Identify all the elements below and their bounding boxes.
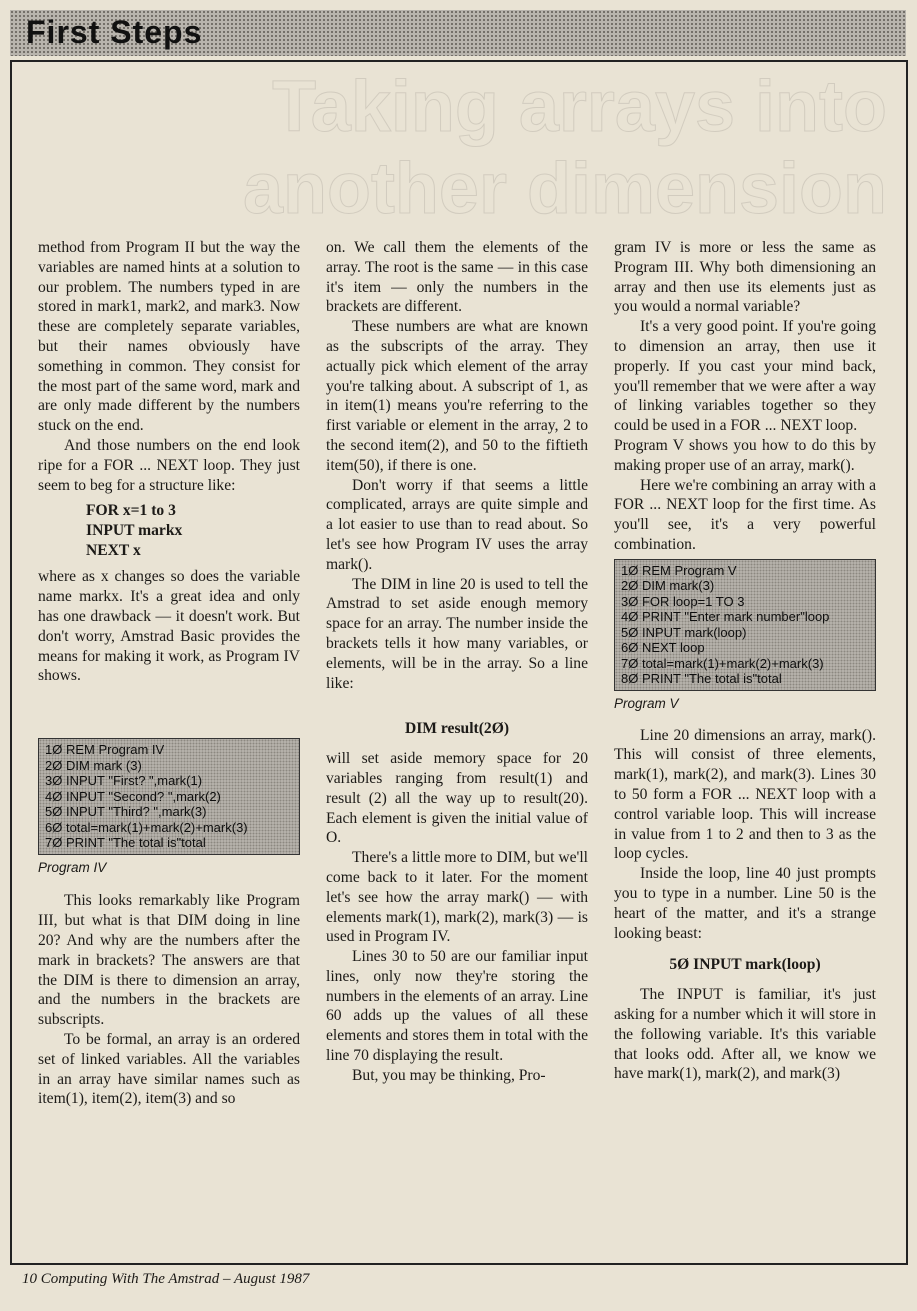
paragraph: But, you may be thinking, Pro- — [352, 1066, 546, 1084]
listing-line: 1Ø REM Program V — [621, 562, 737, 578]
program-v-listing — [614, 559, 876, 691]
listing-caption: Program IV — [38, 859, 107, 875]
listing-line: 7Ø PRINT "The total is"total — [45, 835, 206, 851]
listing-line: 7Ø total=mark(1)+mark(2)+mark(3) — [621, 655, 824, 671]
paragraph: gram IV is more or less the same as Program III. Why both dimensioning an array and then use its elements just as you would a normal variable? — [614, 239, 876, 316]
header-bar — [10, 10, 906, 56]
code-snippet: DIM result(2Ø) — [404, 720, 510, 738]
column-2 — [326, 238, 588, 1086]
ghost-title-line1: Taking arrays into — [272, 67, 887, 147]
program-iv-listing — [38, 738, 300, 855]
paragraph: The INPUT is familiar, it's just asking for a number which it will store in the following variable. It's this variable that looks odd. After all, we know we have mark(1), mark(2), and mark(3) — [614, 986, 876, 1083]
listing-line: 5Ø INPUT "Third? ",mark(3) — [45, 804, 207, 820]
paragraph: To be formal, an array is an ordered set of linked variables. All the variables in an array have similar names such as item(1), item(2), item(3) and so — [38, 1031, 300, 1108]
paragraph: Here we're combining an array with a FOR ... NEXT loop for the first time. As you'll see, it's a very powerful combination. — [614, 476, 876, 553]
listing-line: 3Ø FOR loop=1 TO 3 — [621, 593, 745, 609]
listing-line: 6Ø total=mark(1)+mark(2)+mark(3) — [45, 819, 248, 835]
paragraph: Don't worry if that seems a little complicated, arrays are quite simple and a lot easier to use than to read about. So let's see how Program IV uses the array mark(). — [326, 476, 588, 573]
paragraph: There's a little more to DIM, but we'll come back to it later. For the moment let's see how the array mark() — with elements mark(1), mark(2), mark(3) — is used in Program IV. — [326, 849, 589, 946]
code-snippet: 5Ø INPUT mark(loop) — [669, 956, 821, 974]
code-line: INPUT markx — [86, 522, 183, 540]
page-footer: 10 Computing With The Amstrad – August 1987 — [22, 1271, 310, 1287]
code-line: FOR x=1 to 3 — [86, 502, 176, 520]
listing-line: 1Ø REM Program IV — [45, 742, 165, 758]
paragraph: Program V shows you how to do this by making proper use of an array, mark(). — [614, 436, 876, 474]
listing-line: 6Ø NEXT loop — [621, 640, 705, 656]
listing-line: 4Ø INPUT "Second? ",mark(2) — [45, 788, 221, 804]
paragraph: where as x changes so does the variable name markx. It's a great idea and only has one drawback — it doesn't work. But don't worry, Amstrad Basic provides the means for making it work, as Program IV shows. — [38, 568, 300, 685]
column-1 — [38, 238, 300, 1109]
code-snippet — [86, 501, 300, 561]
paragraph: on. We call them the elements of the array. The root is the same — in this case it's item — only the numbers in the brackets are different. — [326, 239, 588, 316]
section-title: First Steps — [26, 14, 203, 50]
paragraph: Line 20 dimensions an array, mark(). This will consist of three elements, mark(1), mark(2), and mark(3). Lines 30 to 50 form a FOR ... NEXT loop with a control variable loop. This will increase in value from 1 to 2 and then to 3 as the loop cycles. — [614, 726, 876, 863]
listing-caption: Program V — [614, 695, 679, 711]
paragraph: Inside the loop, line 40 just prompts you to type in a number. Line 50 is the heart of the matter, and it's a strange looking beast: — [614, 865, 876, 942]
paragraph: The DIM in line 20 is used to tell the Amstrad to set aside enough memory space for an array. The number inside the brackets tells it how many variables, or elements, will be in the array. So a line like: — [326, 575, 588, 692]
listing-line: 2Ø DIM mark (3) — [45, 757, 142, 773]
ghost-title-line2: another dimension — [242, 149, 887, 229]
paragraph: It's a very good point. If you're going to dimension an array, then use it properly. If you cast your mind back, you'll remember that we were after a way of linking variables together so they could be used in a FOR ... NEXT loop. — [614, 318, 876, 435]
paragraph: And those numbers on the end look ripe for a FOR ... NEXT loop. They just seem to beg for a structure like: — [38, 436, 300, 494]
listing-line: 4Ø PRINT "Enter mark number"loop — [621, 609, 830, 625]
paragraph: method from Program II but the way the variables are named hints at a solution to our problem. The numbers typed in are stored in mark1, mark2, and mark3. Now these are completely separate variables, but their names obviously have something in common. They consist for the most part of the same word, mark and are only made different by the numbers stuck on the end. — [38, 239, 300, 435]
listing-line: 8Ø PRINT "The total is"total — [621, 671, 782, 687]
listing-line: 3Ø INPUT "First? ",mark(1) — [45, 773, 203, 789]
listing-line: 2Ø DIM mark(3) — [621, 578, 715, 594]
paragraph: Lines 30 to 50 are our familiar input lines, only now they're storing the numbers in the elements of an array. Line 60 adds up the values of all these elements and stores them in total with the line 70 displaying the result. — [326, 948, 588, 1065]
code-line: NEXT x — [86, 542, 141, 560]
column-3 — [614, 238, 876, 1084]
paragraph: will set aside memory space for 20 variables ranging from result(1) and result (2) all the way up to result(20). Each element is given the initial value of O. — [326, 750, 588, 847]
paragraph: This looks remarkably like Program III, but what is that DIM doing in line 20? And why are the numbers after the mark in brackets? The answers are that the DIM is there to dimension an array, and the numbers in the brackets are subscripts. — [38, 892, 300, 1029]
paragraph: These numbers are what are known as the subscripts of the array. They actually pick which element of the array you're talking about. A subscript of 1, as in item(1) means you're referring to the first variable or element in the array, 2 to the second item(2), and 50 to the fiftieth item(50), if there is one. — [326, 318, 588, 474]
listing-line: 5Ø INPUT mark(loop) — [621, 624, 747, 640]
